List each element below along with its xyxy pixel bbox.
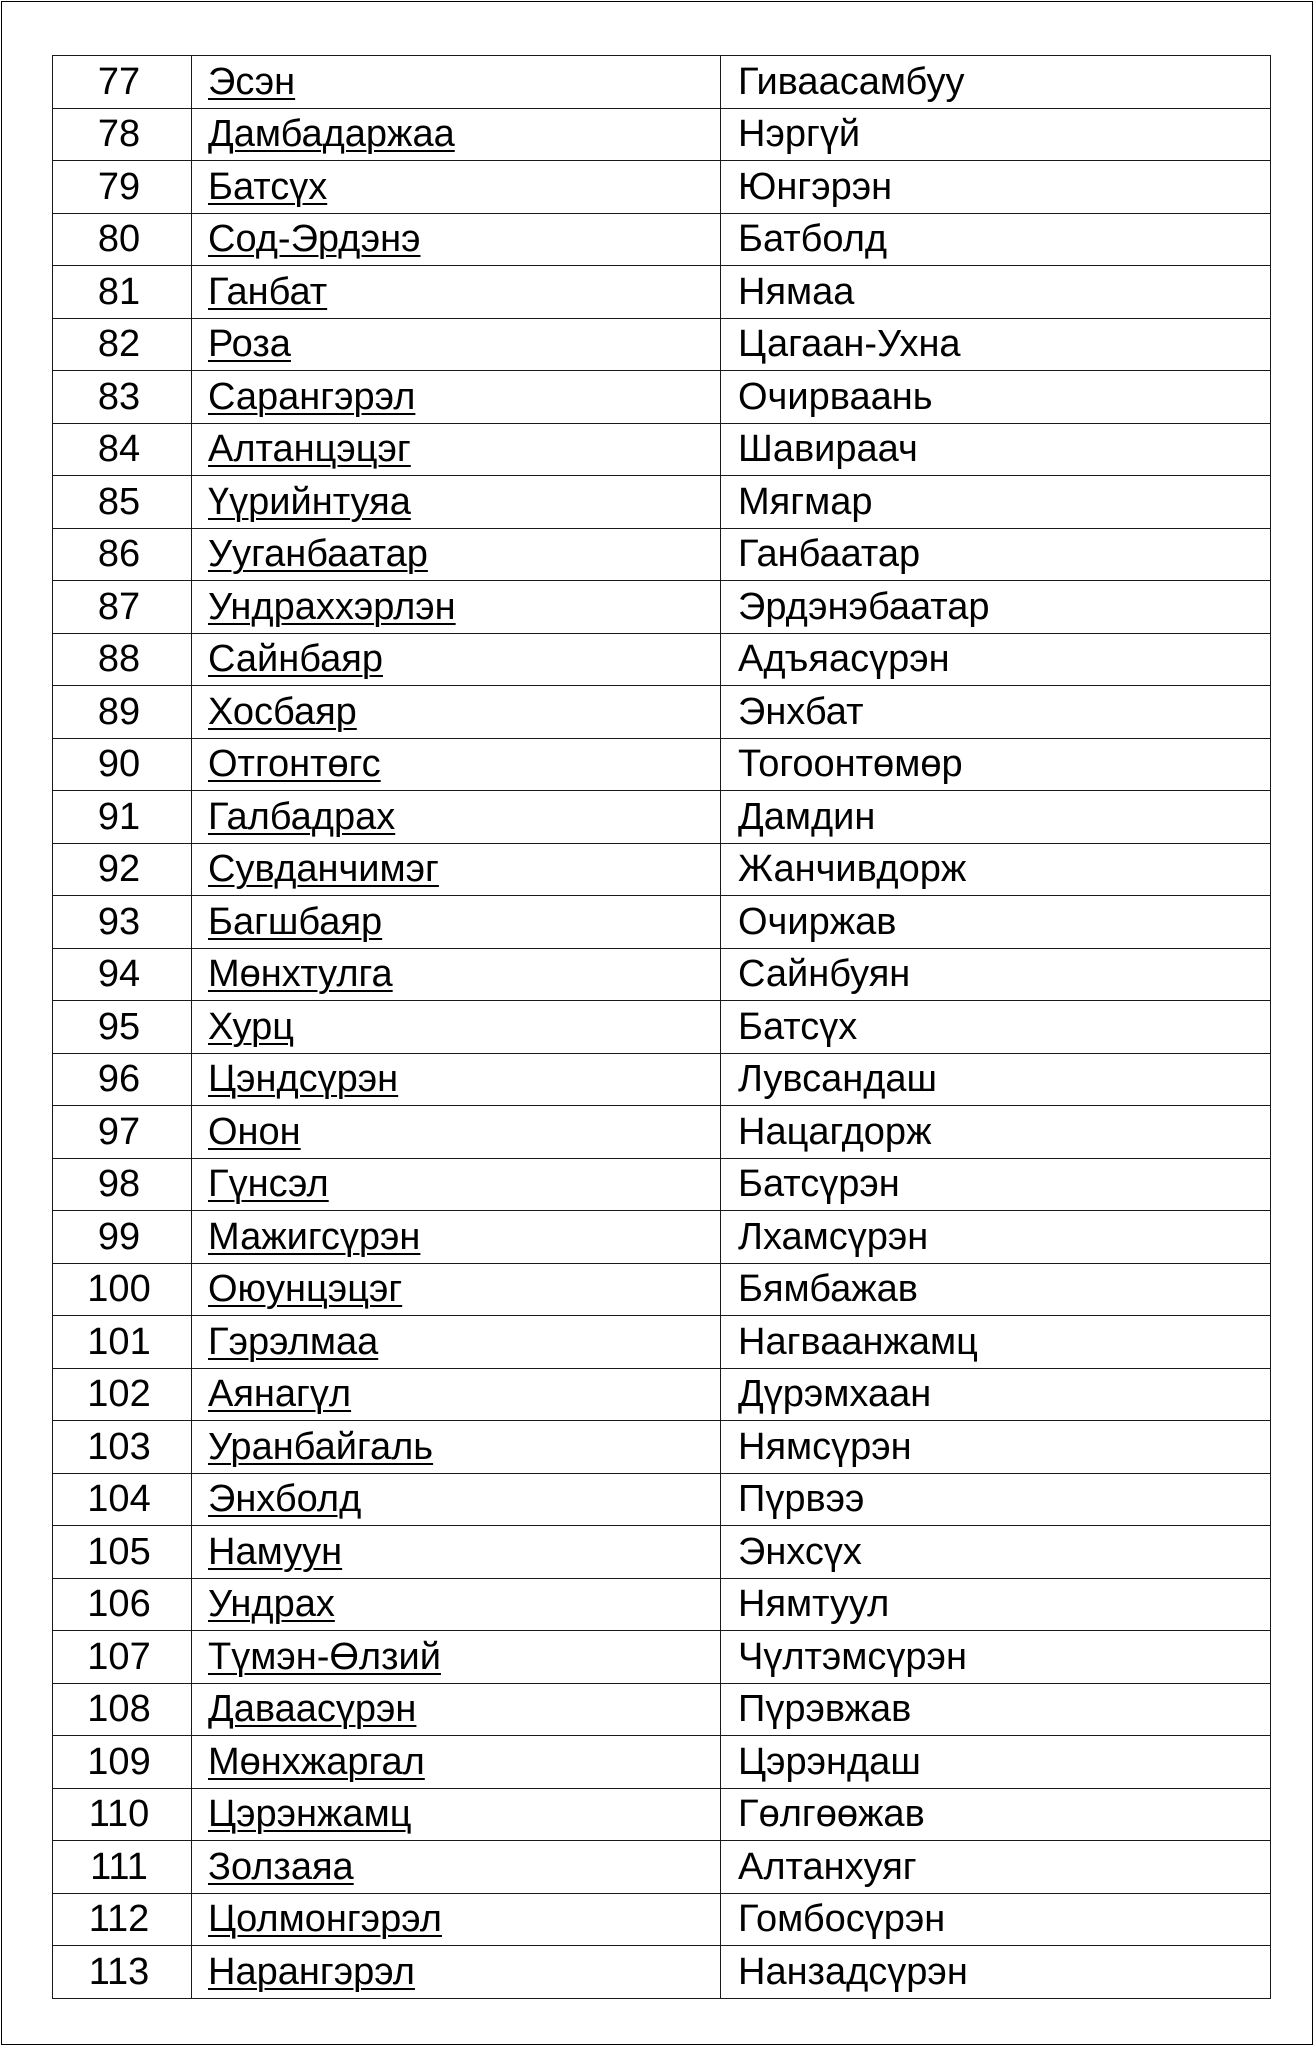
given-name-link[interactable]: Дамбадаржаа [208,113,455,156]
given-name-cell [192,1001,721,1054]
given-name-link[interactable]: Цэндсүрэн [208,1058,399,1101]
given-name-cell [192,1053,721,1106]
given-name-cell [192,581,721,634]
given-name-link[interactable]: Гэрэлмаа [208,1320,379,1363]
given-name-cell [192,213,721,266]
given-name-link[interactable]: Ундраххэрлэн [208,585,456,628]
parent-name-cell: Ганбаатар [721,528,1271,581]
row-number: 109 [53,1736,192,1789]
parent-name-cell: Нэргүй [721,108,1271,161]
table-row [53,528,1271,581]
row-number: 96 [53,1053,192,1106]
parent-name-cell: Батсүх [721,1001,1271,1054]
given-name-link[interactable]: Цолмонгэрэл [208,1898,442,1941]
row-number: 101 [53,1316,192,1369]
row-number: 88 [53,633,192,686]
parent-name-cell: Цэрэндаш [721,1736,1271,1789]
table-row [53,1001,1271,1054]
parent-name-cell: Эрдэнэбаатар [721,581,1271,634]
given-name-link[interactable]: Ууганбаатар [208,533,428,576]
table-row [53,1526,1271,1579]
table-row [53,1578,1271,1631]
given-name-link[interactable]: Гүнсэл [208,1163,329,1206]
parent-name-cell: Энхсүх [721,1526,1271,1579]
row-number: 103 [53,1421,192,1474]
parent-name-cell: Нямсүрэн [721,1421,1271,1474]
parent-name-cell: Очирваань [721,371,1271,424]
parent-name-cell: Гомбосүрэн [721,1893,1271,1946]
row-number: 78 [53,108,192,161]
table-row [53,1631,1271,1684]
parent-name-cell: Юнгэрэн [721,161,1271,214]
row-number: 94 [53,948,192,1001]
row-number: 80 [53,213,192,266]
table-row [53,1473,1271,1526]
given-name-cell [192,1841,721,1894]
given-name-cell [192,1946,721,1999]
table-row [53,1211,1271,1264]
row-number: 81 [53,266,192,319]
row-number: 84 [53,423,192,476]
given-name-cell [192,1421,721,1474]
parent-name-cell: Батсүрэн [721,1158,1271,1211]
given-name-link[interactable]: Намуун [208,1530,343,1573]
row-number: 104 [53,1473,192,1526]
parent-name-cell: Пүрвээ [721,1473,1271,1526]
table-row [53,1368,1271,1421]
row-number: 95 [53,1001,192,1054]
given-name-cell [192,948,721,1001]
table-row [53,1893,1271,1946]
table-row [53,948,1271,1001]
parent-name-cell: Чүлтэмсүрэн [721,1631,1271,1684]
names-table [52,55,1271,1999]
given-name-cell [192,1788,721,1841]
given-name-cell [192,1631,721,1684]
parent-name-cell: Нагваанжамц [721,1316,1271,1369]
given-name-cell [192,318,721,371]
given-name-link[interactable]: Отгонтөгс [208,743,381,786]
given-name-cell [192,56,721,109]
given-name-cell [192,633,721,686]
given-name-link[interactable]: Ганбат [208,270,328,313]
table-row [53,161,1271,214]
parent-name-cell: Сайнбуян [721,948,1271,1001]
given-name-cell [192,528,721,581]
parent-name-cell: Нанзадсүрэн [721,1946,1271,1999]
given-name-link[interactable]: Эсэн [208,60,296,103]
parent-name-cell: Алтанхуяг [721,1841,1271,1894]
table-row [53,843,1271,896]
row-number: 98 [53,1158,192,1211]
parent-name-cell: Гиваасамбуу [721,56,1271,109]
row-number: 83 [53,371,192,424]
given-name-cell [192,896,721,949]
parent-name-cell: Пүрэвжав [721,1683,1271,1736]
row-number: 90 [53,738,192,791]
table-row [53,1683,1271,1736]
given-name-cell [192,1263,721,1316]
parent-name-cell: Шавираач [721,423,1271,476]
table-row [53,476,1271,529]
parent-name-cell: Гөлгөөжав [721,1788,1271,1841]
parent-name-cell: Нямаа [721,266,1271,319]
row-number: 110 [53,1788,192,1841]
parent-name-cell: Дүрэмхаан [721,1368,1271,1421]
given-name-link[interactable]: Золзаяа [208,1845,354,1888]
given-name-link[interactable]: Онон [208,1110,301,1153]
table-row [53,1158,1271,1211]
given-name-link[interactable]: Сод-Эрдэнэ [208,218,421,261]
table-row [53,633,1271,686]
given-name-cell [192,1158,721,1211]
table-row [53,686,1271,739]
table-row [53,108,1271,161]
given-name-link[interactable]: Багшбаяр [208,900,383,943]
given-name-cell [192,1473,721,1526]
given-name-cell [192,1106,721,1159]
table-row [53,371,1271,424]
given-name-link[interactable]: Мажигсүрэн [208,1215,421,1258]
given-name-link[interactable]: Сайнбаяр [208,638,383,681]
row-number: 102 [53,1368,192,1421]
row-number: 79 [53,161,192,214]
given-name-cell [192,1316,721,1369]
table-row [53,1841,1271,1894]
given-name-cell [192,161,721,214]
table-row [53,213,1271,266]
table-row [53,1053,1271,1106]
parent-name-cell: Нацагдорж [721,1106,1271,1159]
given-name-cell [192,1578,721,1631]
row-number: 86 [53,528,192,581]
given-name-link[interactable]: Ундрах [208,1583,335,1626]
row-number: 107 [53,1631,192,1684]
given-name-link[interactable]: Энхболд [208,1478,362,1521]
row-number: 113 [53,1946,192,1999]
parent-name-cell: Адъяасүрэн [721,633,1271,686]
table-row [53,1263,1271,1316]
given-name-link[interactable]: Хосбаяр [208,690,357,733]
row-number: 97 [53,1106,192,1159]
given-name-link[interactable]: Сувданчимэг [208,848,439,891]
parent-name-cell: Дамдин [721,791,1271,844]
row-number: 99 [53,1211,192,1264]
given-name-link[interactable]: Роза [208,323,291,366]
row-number: 77 [53,56,192,109]
parent-name-cell: Мягмар [721,476,1271,529]
given-name-link[interactable]: Алтанцэцэг [208,428,411,471]
given-name-link[interactable]: Цэрэнжамц [208,1793,412,1836]
row-number: 112 [53,1893,192,1946]
given-name-link[interactable]: Галбадрах [208,795,396,838]
given-name-link[interactable]: Оюунцэцэг [208,1268,403,1311]
parent-name-cell: Батболд [721,213,1271,266]
table-row [53,318,1271,371]
given-name-cell [192,1526,721,1579]
given-name-cell [192,1211,721,1264]
row-number: 93 [53,896,192,949]
table-row [53,791,1271,844]
row-number: 87 [53,581,192,634]
row-number: 85 [53,476,192,529]
given-name-cell [192,738,721,791]
given-name-link[interactable]: Үүрийнтуяа [208,480,411,523]
row-number: 91 [53,791,192,844]
given-name-link[interactable]: Уранбайгаль [208,1425,434,1468]
given-name-link[interactable]: Аянагүл [208,1373,352,1416]
given-name-link[interactable]: Хурц [208,1005,294,1048]
table-row [53,56,1271,109]
given-name-link[interactable]: Нарангэрэл [208,1950,415,1993]
table-row [53,423,1271,476]
parent-name-cell: Лувсандаш [721,1053,1271,1106]
row-number: 82 [53,318,192,371]
row-number: 111 [53,1841,192,1894]
table-row [53,1316,1271,1369]
row-number: 100 [53,1263,192,1316]
given-name-cell [192,1893,721,1946]
given-name-cell [192,843,721,896]
given-name-cell [192,423,721,476]
given-name-link[interactable]: Даваасүрэн [208,1688,417,1731]
given-name-cell [192,371,721,424]
given-name-cell [192,108,721,161]
parent-name-cell: Очиржав [721,896,1271,949]
table-row [53,1421,1271,1474]
table-row [53,896,1271,949]
table-row [53,1946,1271,1999]
given-name-link[interactable]: Батсүх [208,165,328,208]
given-name-link[interactable]: Мөнхжаргал [208,1740,425,1783]
given-name-link[interactable]: Сарангэрэл [208,375,416,418]
given-name-link[interactable]: Түмэн-Өлзий [208,1635,441,1678]
given-name-cell [192,686,721,739]
table-row [53,1736,1271,1789]
parent-name-cell: Нямтуул [721,1578,1271,1631]
given-name-cell [192,476,721,529]
given-name-cell [192,1683,721,1736]
given-name-cell [192,791,721,844]
row-number: 92 [53,843,192,896]
given-name-cell [192,266,721,319]
parent-name-cell: Энхбат [721,686,1271,739]
row-number: 108 [53,1683,192,1736]
parent-name-cell: Цагаан-Ухна [721,318,1271,371]
row-number: 105 [53,1526,192,1579]
row-number: 89 [53,686,192,739]
parent-name-cell: Тогоонтөмөр [721,738,1271,791]
given-name-link[interactable]: Мөнхтулга [208,953,393,996]
given-name-cell [192,1368,721,1421]
parent-name-cell: Лхамсүрэн [721,1211,1271,1264]
parent-name-cell: Жанчивдорж [721,843,1271,896]
table-row [53,1106,1271,1159]
parent-name-cell: Бямбажав [721,1263,1271,1316]
names-table-body [53,56,1271,1999]
table-row [53,738,1271,791]
table-row [53,266,1271,319]
table-row [53,581,1271,634]
given-name-cell [192,1736,721,1789]
table-row [53,1788,1271,1841]
row-number: 106 [53,1578,192,1631]
